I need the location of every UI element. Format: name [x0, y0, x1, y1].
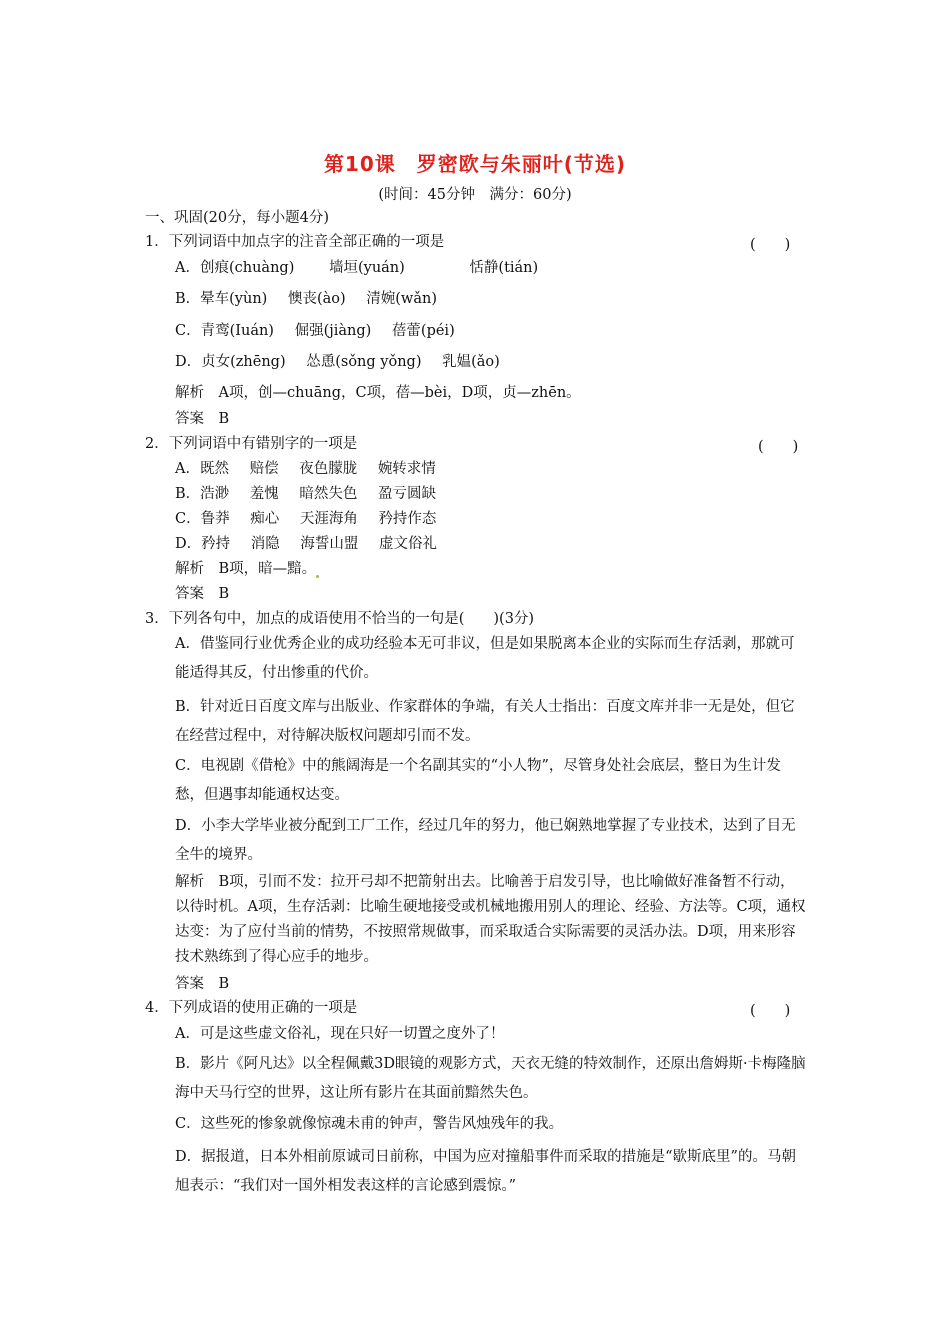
q2-b-word1: B．浩渺	[175, 486, 230, 502]
q2-stem: 2．下列词语中有错别字的一项是	[145, 436, 358, 452]
q2-c-word2: 痴心	[250, 511, 280, 527]
q3-option-d: D．小李大学毕业被分配到工厂工作，经过几年的努力，他已娴熟地掌握了专业技术，达到了目无全牛的境界。	[175, 818, 796, 863]
q1-a-word2: 墙垣(yuán)	[328, 260, 405, 276]
time-score-info: (时间：45分钟 满分：60分)	[378, 187, 572, 203]
q3-analysis: 解析 B项，引而不发：拉开弓却不把箭射出去。比喻善于启发引导，也比喻做好准备暂不行动，以待时机。A项，生存活剥：比喻生硬地接受或机械地搬用别人的理论、经验、方法等。C项，通权达变：为了应付当前的情势，不按照常规做事，而采取适合实际需要的灵活办法。D项，用来形容技术熟练到了得心应手的地步。	[175, 874, 806, 965]
q4-option-a: A．可是这些虚文俗礼，现在只好一切置之度外了！	[175, 1026, 505, 1042]
q1-d-word3: 乳媪(ǎo)	[442, 354, 500, 370]
q1-option-d	[175, 353, 500, 371]
q1-c-word3: 蓓蕾(péi)	[391, 323, 455, 339]
q2-c-word3: 天涯海角	[299, 511, 358, 527]
q2-b-word3: 暗然失色	[299, 486, 358, 502]
green-mark	[316, 575, 319, 578]
q1-c-word2: 倔强(jiàng)	[294, 323, 372, 339]
q2-d-word4: 虚文俗礼	[378, 536, 437, 552]
section-heading: 一、巩固(20分，每小题4分)	[145, 210, 329, 226]
q2-c-word4: 矜持作态	[378, 511, 437, 527]
q2-a-word2: 赔偿	[249, 461, 279, 477]
q2-d-word1: D．矜持	[175, 536, 231, 552]
q3-option-a: A．借鉴同行业优秀企业的成功经验本无可非议，但是如果脱离本企业的实际而生存活剥，那就可能适得其反，付出惨重的代价。	[175, 636, 795, 681]
q1-answer: 答案 B	[175, 411, 230, 427]
q1-b-word1: B．晕车(yùn)	[175, 291, 268, 307]
q4-option-d: D．据报道，日本外相前原诚司日前称，中国为应对撞船事件而采取的措施是“歇斯底里”的。马朝旭表示：“我们对一国外相发表这样的言论感到震惊。”	[175, 1149, 796, 1194]
q3-option-b: B．针对近日百度文库与出版业、作家群体的争端，有关人士指出：百度文库并非一无是处，但它在经营过程中，对待解决版权问题却引而不发。	[175, 699, 795, 744]
q2-option-a	[175, 460, 436, 478]
q1-option-a	[175, 259, 538, 277]
q2-option-c	[175, 510, 436, 528]
q1-stem: 1．下列词语中加点字的注音全部正确的一项是	[145, 234, 445, 250]
q2-option-b	[175, 485, 436, 503]
q1-b-word2: 懊丧(ào)	[287, 291, 346, 307]
q2-c-word1: C．鲁莽	[175, 511, 230, 527]
q2-d-word2: 消隐	[250, 536, 280, 552]
q3-stem: 3．下列各句中，加点的成语使用不恰当的一句是( )(3分)	[145, 611, 535, 627]
q2-option-d	[175, 535, 437, 553]
q1-d-word1: D．贞女(zhēng)	[175, 354, 286, 370]
q2-answer: 答案 B	[175, 586, 230, 602]
q1-answer-bracket: ( )	[750, 237, 791, 253]
q4-option-c: C．这些死的惨象就像惊魂未甫的钟声，警告风烛残年的我。	[175, 1116, 564, 1132]
q2-a-word4: 婉转求情	[377, 461, 436, 477]
q2-b-word4: 盈亏圆缺	[377, 486, 436, 502]
q3-answer: 答案 B	[175, 976, 230, 992]
q4-option-b: B．影片《阿凡达》以全程佩戴3D眼镜的观影方式，天衣无缝的特效制作，还原出詹姆斯·卡梅隆脑海中天马行空的世界，这让所有影片在其面前黯然失色。	[175, 1056, 806, 1101]
q1-c-word1: C．青鸾(Iuán)	[175, 323, 274, 339]
q1-a-word3: 恬静(tián)	[469, 260, 539, 276]
q4-answer-bracket: ( )	[750, 1003, 791, 1019]
q1-analysis: 解析 A项，创—chuāng，C项，蓓—bèi，D项，贞—zhēn。	[175, 385, 581, 401]
q2-d-word3: 海誓山盟	[300, 536, 359, 552]
q1-b-word3: 清婉(wǎn)	[366, 291, 437, 307]
q2-answer-bracket: ( )	[758, 439, 799, 455]
q1-option-c	[175, 322, 455, 340]
q2-a-word3: 夜色朦胧	[299, 461, 358, 477]
q3-option-c: C．电视剧《借枪》中的熊阔海是一个名副其实的“小人物”，尽管身处社会底层，整日为生计发愁，但遇事却能通权达变。	[175, 758, 781, 803]
q2-analysis	[175, 560, 319, 578]
q1-d-word2: 怂恿(sǒng yǒng)	[306, 354, 422, 370]
q1-option-b	[175, 290, 437, 308]
q2-b-word2: 羞愧	[249, 486, 279, 502]
q2-analysis-text: 解析 B项，暗—黯。	[175, 561, 317, 577]
lesson-title: 第10课 罗密欧与朱丽叶(节选)	[323, 152, 627, 176]
q4-stem: 4．下列成语的使用正确的一项是	[145, 1000, 358, 1016]
q2-a-word1: A．既然	[175, 461, 229, 477]
q1-a-word1: A．创痕(chuàng)	[175, 260, 295, 276]
